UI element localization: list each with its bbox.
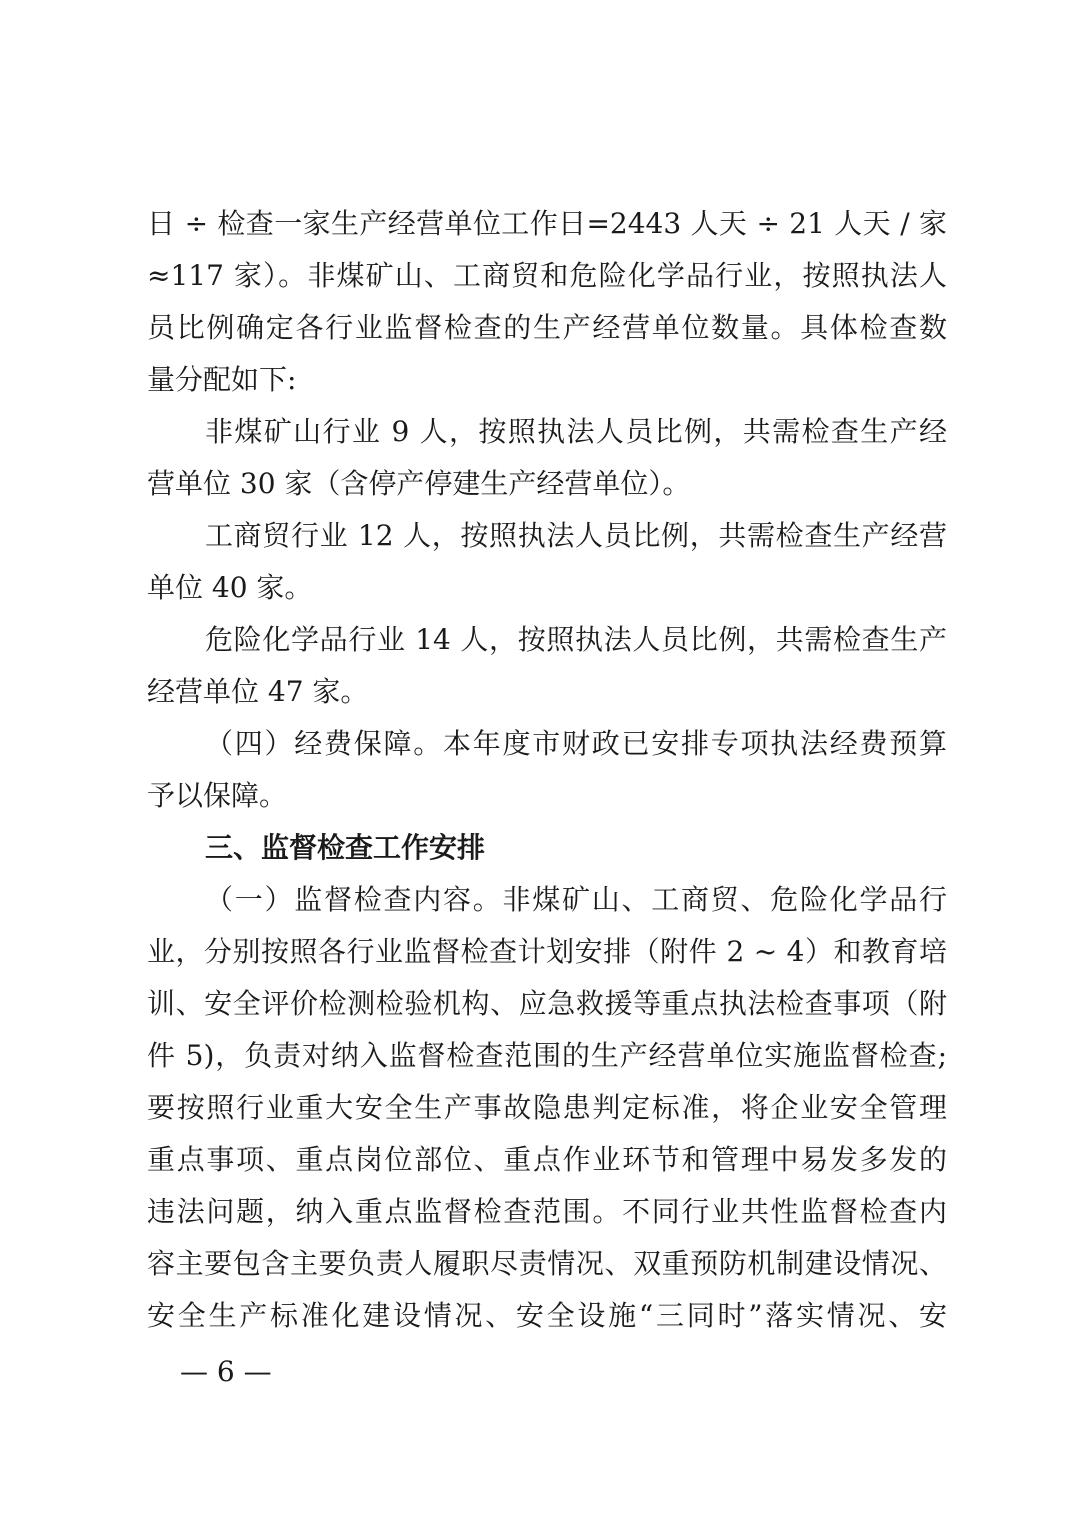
page-number: — 6 — [180, 1355, 272, 1388]
paragraph-line: 工商贸行业 12 人，按照执法人员比例，共需检查生产经营 [205, 519, 947, 552]
paragraph-line: 违法问题，纳入重点监督检查范围。不同行业共性监督检查内 [147, 1195, 947, 1228]
paragraph-line: 予以保障。 [147, 779, 288, 812]
paragraph-line: 训、安全评价检测检验机构、应急救援等重点执法检查事项（附 [147, 987, 947, 1020]
paragraph-line: ≈117 家）。非煤矿山、工商贸和危险化学品行业，按照执法人 [147, 259, 947, 292]
paragraph-line: 非煤矿山行业 9 人，按照执法人员比例，共需检查生产经 [205, 415, 947, 448]
paragraph-line: 要按照行业重大安全生产事故隐患判定标准，将企业安全管理 [147, 1091, 947, 1124]
paragraph-line: 营单位 30 家（含停产停建生产经营单位）。 [147, 467, 691, 500]
paragraph-line: 员比例确定各行业监督检查的生产经营单位数量。具体检查数 [147, 311, 947, 344]
paragraph-line: 业，分别按照各行业监督检查计划安排（附件 2 ~ 4）和教育培 [147, 935, 947, 968]
paragraph-line: （四）经费保障。本年度市财政已安排专项执法经费预算 [205, 727, 947, 760]
section-heading: 三、监督检查工作安排 [205, 831, 486, 864]
paragraph-line: 日 ÷ 检查一家生产经营单位工作日=2443 人天 ÷ 21 人天 / 家 [147, 207, 947, 240]
paragraph-line: 安全生产标准化建设情况、安全设施“三同时”落实情况、安 [147, 1299, 947, 1332]
paragraph-line: 量分配如下: [147, 363, 297, 396]
paragraph-line: 重点事项、重点岗位部位、重点作业环节和管理中易发多发的 [147, 1143, 947, 1176]
paragraph-line: （一）监督检查内容。非煤矿山、工商贸、危险化学品行 [205, 883, 947, 916]
paragraph-line: 危险化学品行业 14 人，按照执法人员比例，共需检查生产 [205, 623, 947, 656]
paragraph-line: 经营单位 47 家。 [147, 675, 369, 708]
paragraph-line: 容主要包含主要负责人履职尽责情况、双重预防机制建设情况、 [147, 1247, 947, 1280]
paragraph-line: 单位 40 家。 [147, 571, 313, 604]
paragraph-line: 件 5)，负责对纳入监督检查范围的生产经营单位实施监督检查; [147, 1039, 947, 1072]
